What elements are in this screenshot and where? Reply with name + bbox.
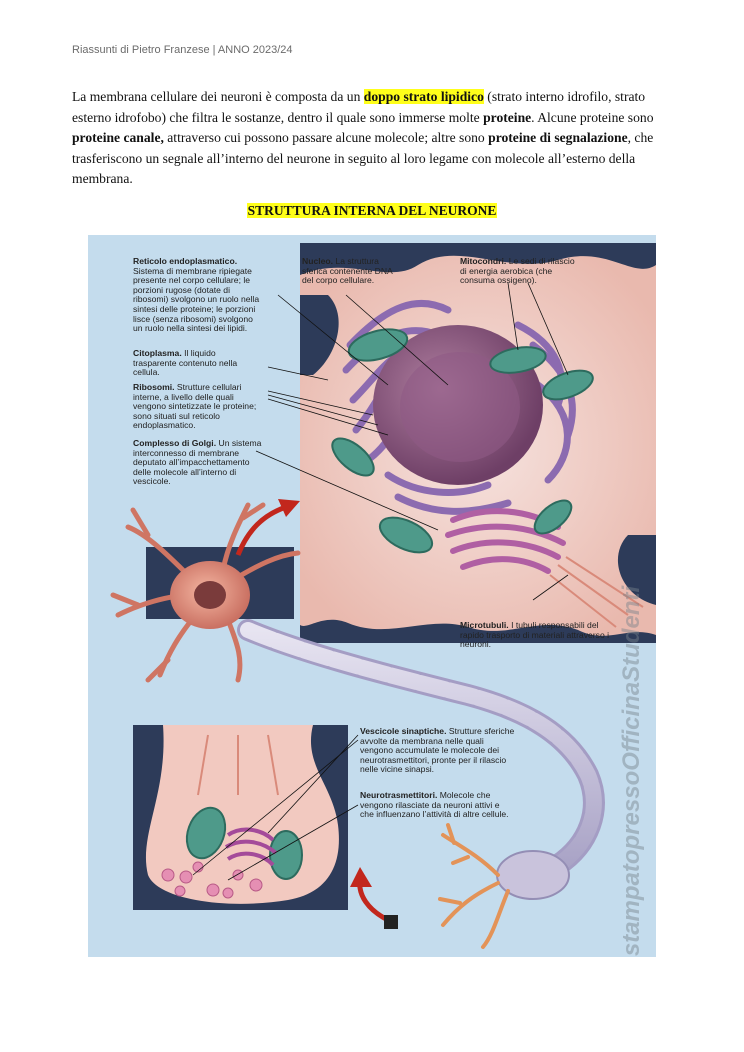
term-doppio-strato: doppo strato lipidico xyxy=(363,89,484,104)
label-ribosomi-title: Ribosomi. xyxy=(133,382,175,392)
para-text-5: , che trasferiscono un segnale all’interno del neurone in seguito al loro legame con molecole all’esterno della membrana. xyxy=(72,130,654,187)
label-neurotrasmettitori-title: Neurotrasmettitori. xyxy=(360,790,438,800)
label-nucleo xyxy=(302,257,397,286)
label-ribosomi-text: Strutture cellulari interne, a livello delle quali vengono sintetizzate le proteine; sono situati sul reticolo endoplasmatico. xyxy=(133,382,257,431)
soma-nucleus xyxy=(194,581,226,609)
synapse-panel xyxy=(133,725,398,929)
axon-terminal-branches xyxy=(440,825,508,947)
label-ribosomi xyxy=(133,383,268,431)
intro-paragraph xyxy=(72,87,672,190)
term-proteine: proteine xyxy=(483,109,532,125)
neuron-soma-group xyxy=(113,499,300,680)
label-golgi-title: Complesso di Golgi. xyxy=(133,438,217,448)
label-neurotrasmettitori xyxy=(360,791,510,820)
synapse-marker xyxy=(384,915,398,929)
terminal-mitochondrion-2 xyxy=(270,831,302,879)
label-mitocondri-title: Mitocondri. xyxy=(460,256,507,266)
term-proteine-segnalazione: proteine di segnalazione xyxy=(488,130,628,146)
label-golgi xyxy=(133,439,268,487)
cell-detail-panel xyxy=(300,243,656,643)
term-proteine-canale: proteine canale, xyxy=(72,130,164,146)
label-citoplasma xyxy=(133,349,258,378)
label-microtubuli xyxy=(460,621,620,650)
label-reticolo-title: Reticolo endoplasmatico. xyxy=(133,256,238,266)
page-header: Riassunti di Pietro Franzese | ANNO 2023/24 xyxy=(72,44,293,56)
para-text-2: (strato interno idrofilo, strato esterno idrofobo) che filtra le sostanze, dentro il quale sono immerse molte xyxy=(72,89,646,125)
label-nucleo-title: Nucleo. xyxy=(302,256,334,266)
label-vescicole-text: Strutture sferiche avvolte da membrana nelle quali vengono accumulate le molecole dei neurotrasmettitori, pronte per il rilascio nelle vicine sinapsi. xyxy=(360,726,515,775)
label-vescicole-title: Vescicole sinaptiche. xyxy=(360,726,447,736)
label-golgi-text: Un sistema interconnesso di membrane deputato all’impacchettamento delle molecole all’interno di vescicole. xyxy=(133,438,262,487)
label-neurotrasmettitori-text: Molecole che vengono rilasciate da neuroni attivi e che influenzano l’attività di altre cellule. xyxy=(360,790,509,820)
label-mitocondri-text: Le sedi di rilascio di energia aerobica (che consuma ossigeno). xyxy=(460,256,575,286)
para-text-3: . Alcune proteine sono xyxy=(531,109,654,125)
label-reticolo xyxy=(133,257,263,334)
neuron-illustration xyxy=(88,235,656,957)
para-text-4: attraverso cui possono passare alcune molecole; altre sono xyxy=(163,130,489,146)
label-reticolo-text: Sistema di membrane ripiegate presente nel corpo cellulare; le porzioni rugose (dotate di ribosomi) svolgono un ruolo nella sintesi delle proteine; le porzioni lisce (senza ribosomi) svolgono un ruolo nella sintesi dei lipidi. xyxy=(133,265,260,334)
label-citoplasma-text: Il liquido trasparente contenuto nella cellula. xyxy=(133,348,238,378)
section-title-text: STRUTTURA INTERNA DEL NEURONE xyxy=(247,203,497,218)
label-nucleo-text: La struttura sferica contenente DNA del corpo cellulare. xyxy=(302,256,393,286)
label-vescicole xyxy=(360,727,515,775)
label-microtubuli-text: I tubuli responsabili del rapido trasporto di materiali attraverso i neuroni. xyxy=(460,620,610,650)
watermark: stampatopressoOfficinaStudenti xyxy=(618,585,645,957)
label-mitocondri xyxy=(460,257,575,286)
label-citoplasma-title: Citoplasma. xyxy=(133,348,182,358)
neuron-figure xyxy=(88,235,656,957)
section-title xyxy=(0,203,744,219)
para-text-1: La membrana cellulare dei neuroni è composta da un xyxy=(72,89,364,104)
zoom-arrow-lower-head xyxy=(350,867,372,887)
label-microtubuli-title: Microtubuli. xyxy=(460,620,509,630)
